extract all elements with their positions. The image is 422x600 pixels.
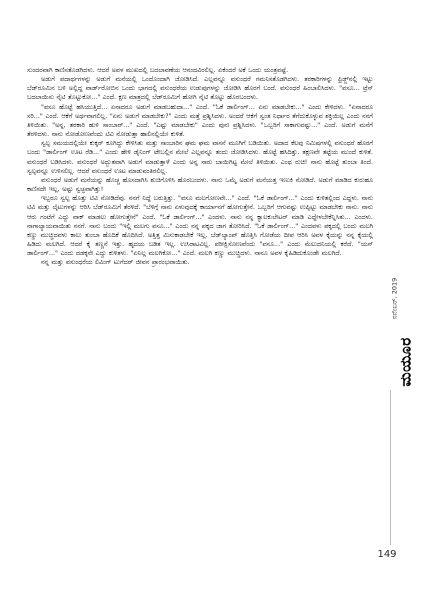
paragraph: "ವಸೂ ಹೊಟ್ಟೆ ಹಸಿಯುತ್ತಿದೆ... ಏನಾದರೂ ಅಡುಗೆ ಮಾಡಬಹುದಾ..." ಎಂದೆ. "ಓಕೆ ಡಾರ್ಲಿಂಗ್... ಏನು ಮಾಡಬೇಕು..." ಎಂದು ಕೇಳಿದಳು. "ಏನಾದರೂ ಸರಿ..." ಎಂದೆ. ಆಕೆಗೆ ಅರ್ಥವಾಗಲಿಲ್ಲ. "ಏನು ಅಡುಗೆ ಮಾಡಬೇಕು?" ಎಂದು ಮತ್ತೆ ಪ್ರಶ್ನಿಸಿದಳು. ಅಂದರೆ ಆಕೆಗೆ ಸ್ವಂತ ನಿರ್ಧಾರ ತೆಗೆದುಕೊಳ್ಳುವ ಶಕ್ತಿಯಿಲ್ಲ ಎಂದು ನನಗೆ ತಿಳಿಯಿತು. "ಅನ್ನ, ತರಕಾರಿ ಹುಳಿ ಸಾಂಬಾರ್..." ಎಂದೆ. "ಎಷ್ಟು ಮಾಡಬೇಕು" ಎಂದು ಪುನಃ ಪ್ರಶ್ನಿಸಿದಳು. "ಒಬ್ಬರಿಗೆ ಸಾಕಾಗುವಷ್ಟು..." ಎಂದೆ. ಅಡುಗೆ ಮನೆಗೆ ತೆರಳಿದಳು. ನಾನು ನೋಡೋಣವೆಂದು ಟಿವಿ ನೋಡುತ್ತಾ ಹಾಲಿನಲ್ಲಿಯೇ ಕುಳಿತೆ. [27, 103, 373, 139]
paragraph: ಸ್ವಲ್ಪ ಸಮಯದಲ್ಲಿಯೇ ಕುಕ್ಕರ್ ಕೂಗಿದ್ದು ಕೇಳಿಸಿತು ಮತ್ತು ಸಾಂಬಾರಿನ ಘಮ ಘಮ ವಾಸನೆ ಮೂಗಿಗೆ ಬಡಿಯಿತು. ಅದಾದ ಕೆಲವು ನಿಮಿಷಗಳಲ್ಲಿ ವಸುಂಧರೆ ಹೊರಗೆ ಬಂದು "ಡಾರ್ಲಿಂಗ್ ಊಟ ರೆಡಿ..." ಎಂದು ಹೇಳಿ ಡೈನಿಂಗ್ ಟೇಬಲ್ಲಿನ ಮೇಲೆ ಎಲ್ಲವನ್ನೂ ತಂದು ಜೋಡಿಸಿದಳು. ಹೊಟ್ಟೆ ಹಸಿದಿತ್ತು. ತಕ್ಷಣವೇ ತಟ್ಟೆಯ ಮುಂದೆ ಕುಳಿತೆ. ವಸುಂಧರೆ ಬಡಿಸಿದಳು. ವಸುಂಧರೆ ಅದ್ಭುತವಾಗಿ ಅಡುಗೆ ಮಾಡುತ್ತಾಳೆ ಎಂದು ಅನ್ನ ಸಾರು ಬಾಯಿಗಿಟ್ಟ ಮೇಲೆ ತಿಳಿಯಿತು. ಎಂಥ ರುಚಿ! ನಾನು ಹೊಟ್ಟೆ ತುಂಬಾ ತಿಂದೆ. ಸ್ವಲ್ಪವನ್ನೂ ಉಳಿಸಲಿಲ್ಲ. ಆದರೆ ವಸುಂಧರೆ ಊಟ ಮಾಡುವಂತಿರಲಿಲ್ಲ. [27, 140, 373, 175]
issue-date-label: ನವೆಂಬರ್, 2019 [390, 277, 399, 319]
article-body [27, 66, 373, 267]
paragraph: ವಸುಂಧರೆ ಅಡುಗೆ ಮನೆಯನ್ನು ಹೊಚ್ಚ ಹೊಸದಾಗಿಸಿ ಶುಚಿಗೊಳಿಸಿ ಹೊರಬಂದಳು. ನಾನು ಒಮ್ಮೆ ಅಡುಗೆ ಮನೆಯತ್ತ ಇಣುಕಿ ನೋಡಿದೆ. ಅಡುಗೆ ಮಾಡಿದ ಕುರುಹೂ ಕಾಣಿಸದೇ ಇಲ್ಲ, ಅಷ್ಟು ಸ್ವಚ್ಛವಾಗಿತ್ತು! [27, 176, 373, 194]
paragraph: ಸುಂದರವಾಗಿ ಕಾಣಿಸತೊಡಗಿದಳು. ಆದರೆ ಅವಳ ಮುಖದಲ್ಲಿ ಬದಲಾವಣೆಯ ಆನಂದವಿರಲಿಲ್ಲ. ಏಕೆಂದರೆ ಅಕೆ ಒಂದು ಯಂತ್ರವಷ್ಟೆ. [27, 67, 289, 74]
magazine-name: ಮಯೂರ [397, 337, 415, 387]
page-number: 149 [377, 549, 397, 560]
paragraph: ನನ್ನ ಮತ್ತು ವಸುಂಧರೆಯ ಲಿವಿಂಗ್ ಟುಗೆದರ್ ಜೀವನ ಪ್ರಾರಂಭವಾಯಿತು. [41, 259, 190, 267]
margin-divider [390, 390, 391, 545]
magazine-logo [390, 338, 422, 386]
paragraph: ಅಡುಗೆ ಪದಾರ್ಥಗಳನ್ನು ಅಡುಗೆ ಮನೆಯಲ್ಲಿ ಒಂದೊಂದಾಗಿ ಜೋಡಿಸಿದೆ. ಎಲ್ಲವನ್ನೂ ವಸುಂಧರೆ ಗಮನಿಸತೊಡಗಿದಳು. ತರಕಾರಿಗಳನ್ನು ಫ್ರಿಡ್ಜ್‌ನಲ್ಲಿ ಇಟ್ಟು ಬೆಡ್‌ರೂಮಿನ ಬಳಿ ಅಲ್ಲಿದ್ದ ವಾರ್ಡ್‌ರೋಬಿನ ಒಂದು ಭಾಗದಲ್ಲಿ ವಸುಂಧರೆಯ ಉಡುಪುಗಳನ್ನು ಜೋಡಿಸಿ ಹೊರಗೆ ಬಂದೆ. ವಸುಂಧರೆ ಹಿಂಬಾಲಿಸಿದಳು. "ವಸೂ... ಟ್ರೆಸ್ ಬದಲಾಯಿಸು ನೈಟಿ ತೊಟ್ಟುಕೋ..." ಎಂದೆ. ಕ್ಷಣ ಮಾತ್ರದಲ್ಲಿ ಬೆಡ್‌ರೂಮಿಗೆ ಹೋಗಿ ನೈಟಿ ತೊಟ್ಟು ಹೊರಬಂದಳು. [27, 76, 373, 102]
paragraph: ಇಬ್ಬರೂ ಸ್ವಲ್ಪ ಹೊತ್ತು ಟಿವಿ ನೋಡಿದೆವು. ನನಗೆ ನಿದ್ದೆ ಬರುತ್ತಿತ್ತು. "ವಸೂ ಮಲಗೋಣವೇ..." ಎಂದೆ. "ಓಕೆ ಡಾರ್ಲಿಂಗ್..." ಎಂದು ಕುಳಿತಲ್ಲಿಂದ ಎದ್ದಳು. ನಾನು ಟಿವಿ ಮತ್ತು ಲೈಟುಗಳನ್ನು ಆರಿಸಿ ಬೆಡ್‌ರೂಮಿಗೆ ತೆರಳಿದೆ. "ಬೆಳಿಗ್ಗೆ ನಾನು ಏಳುವುದಕ್ಕೆ ಕಾರ್ಯಾನಗೆ ಹೋಗುತ್ತೇನೆ. ಒಬ್ಬರಿಗೆ ಆಗುವಷ್ಟು ಉಪ್ಪಿಟ್ಟು ಮಾಡಬೇಕು ನಾನು. ನಾನು ಆರು ಗಂಟೆಗೆ ಎದ್ದು ವಾಕ್ ಮಾಡಲು ಹೋಗುತ್ತೇನೆ" ಎಂದೆ. "ಓಕೆ ಡಾರ್ಲಿಂಗ್..." ಎಂದಳು. ನಾನು ನನ್ನ ಕ್ಯಾಲಕುಲೇಟರ್ ಮಾಡಿ ಎದ್ದೇಳಬೇಕೆನ್ನಿಸಿತು... ಎಂದಳು. ನಾಗಾಲ್ಯಾಯವಾಯಿತು ನನಗೆ. ನಾನು ಬಂದು "ಇಲ್ಲಿ ಮಲಗು ವಸೂ..." ಎಂದು ನನ್ನ ಪಕ್ಕದ ಜಾಗ ತೋರಿಸಿದೆ. "ಓಕೆ ಡಾರ್ಲಿಂಗ್..." ಎಂದವಳು ಪಕ್ಕದಲ್ಲಿ ಬಂದು ಮಲಗಿ ಕಣ್ಣು ಮುಚ್ಚಿದವಳು ಕಾಲು ತುಂಬಾ ಹೊದಿಕೆ ಹೊದಿಸಿದೆ. ಅತ್ತಿತ್ತ ಮಿಸುಕಾಡಬೇಕೆ ಇಲ್ಲ. ಬೆಡ್‌ಲ್ಯಾಂಪ್ ಹೊತ್ತಿಸಿ ಗೋಡೆಯ ದೀಪ ಆರಿಸಿ ಅವಳ ಕೈಯನ್ನು ನನ್ನ ಕೈಯಲ್ಲಿ ಹಿಡಿದು ಮಲಗಿದೆ. ಆದರೆ ಕೈ ತಣ್ಣನೆ ಇತ್ತು. ಹೃದಯ ಬಡಿತ ಇಲ್ಲ. ಉಸಿರಾಟವಿಲ್ಲ. ಪರೀಕ್ಷಿಸೋಣವೆಂದು "ವಸೂ..." ಎಂದು ಮೆಲುದನಿಯಲ್ಲಿ ಕರೆದೆ. "ಯಸ್ ಡಾರ್ಲಿಂಗ್..." ಎಂದು ದಡಕ್ಕನೇ ಎದ್ದು ಕುಳಿತಳು. "ಏನಿಲ್ಲ ಮಲಗಿಕೋ..." ಎಂದೆ. ಮಲಗಿ ಕಣ್ಣು ಮುಚ್ಚಿದಳು. ನಾನೂ ಅವಳ ಕೈಹಿಡಿದುಕೊಂಡೇ ಮಲಗಿದೆ. [27, 195, 373, 258]
issue-date [379, 268, 411, 328]
